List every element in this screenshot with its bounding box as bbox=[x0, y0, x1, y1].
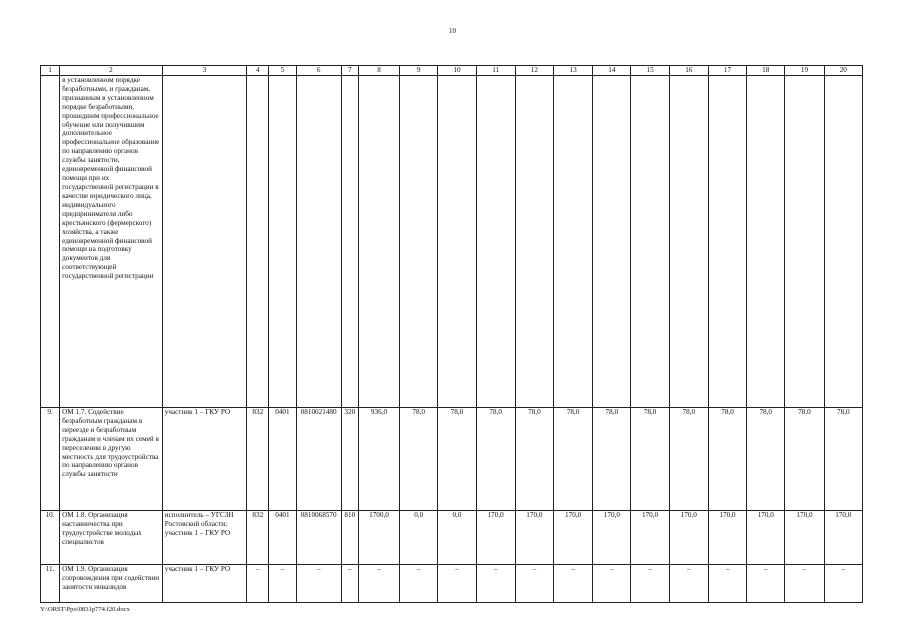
table-row bbox=[41, 75, 863, 407]
year-amount: 78,0 bbox=[593, 407, 631, 510]
expense-type-code bbox=[341, 75, 358, 407]
year-amount: 78,0 bbox=[400, 407, 438, 510]
year-amount bbox=[593, 75, 631, 407]
target-article-code bbox=[296, 75, 341, 407]
year-amount: – bbox=[708, 564, 746, 602]
year-amount bbox=[708, 75, 746, 407]
target-article-code: – bbox=[296, 564, 341, 602]
total-amount: 1700,0 bbox=[358, 510, 399, 564]
year-amount: 170,0 bbox=[824, 510, 862, 564]
year-amount: – bbox=[747, 564, 785, 602]
year-amount bbox=[824, 75, 862, 407]
target-article-code: 0810068570 bbox=[296, 510, 341, 564]
year-amount bbox=[554, 75, 593, 407]
budget-table bbox=[40, 65, 863, 603]
section-code: 0401 bbox=[269, 407, 296, 510]
column-header: 16 bbox=[669, 66, 708, 76]
total-amount bbox=[358, 75, 399, 407]
executor: участник 1 – ГКУ РО bbox=[162, 564, 247, 602]
year-amount bbox=[631, 75, 669, 407]
year-amount: – bbox=[554, 564, 593, 602]
measure-name: ОМ 1.9. Организация сопровождения при содействии занятости инвалидов bbox=[60, 564, 163, 602]
column-header: 19 bbox=[785, 66, 824, 76]
year-amount: 170,0 bbox=[554, 510, 593, 564]
expense-type-code: – bbox=[341, 564, 358, 602]
year-amount bbox=[400, 75, 438, 407]
column-header: 5 bbox=[269, 66, 296, 76]
grbs-code: – bbox=[247, 564, 269, 602]
grbs-code: 832 bbox=[247, 510, 269, 564]
column-header: 10 bbox=[438, 66, 476, 76]
total-amount: – bbox=[358, 564, 399, 602]
column-header: 17 bbox=[708, 66, 746, 76]
row-number: 10. bbox=[41, 510, 60, 564]
row-number bbox=[41, 75, 60, 407]
table-row bbox=[41, 510, 863, 564]
row-number: 11. bbox=[41, 564, 60, 602]
year-amount: 78,0 bbox=[476, 407, 515, 510]
table-row bbox=[41, 564, 863, 602]
column-header: 7 bbox=[341, 66, 358, 76]
table-row bbox=[41, 407, 863, 510]
section-code: 0401 bbox=[269, 510, 296, 564]
year-amount: 170,0 bbox=[708, 510, 746, 564]
year-amount: 170,0 bbox=[669, 510, 708, 564]
year-amount: – bbox=[515, 564, 553, 602]
year-amount: 78,0 bbox=[669, 407, 708, 510]
year-amount: 78,0 bbox=[631, 407, 669, 510]
row-number: 9. bbox=[41, 407, 60, 510]
year-amount: – bbox=[824, 564, 862, 602]
column-header: 13 bbox=[554, 66, 593, 76]
year-amount: – bbox=[593, 564, 631, 602]
grbs-code bbox=[247, 75, 269, 407]
year-amount: 170,0 bbox=[631, 510, 669, 564]
year-amount: 170,0 bbox=[515, 510, 553, 564]
column-header: 3 bbox=[162, 66, 247, 76]
year-amount: – bbox=[476, 564, 515, 602]
year-amount: 78,0 bbox=[785, 407, 824, 510]
target-article-code: 0810021480 bbox=[296, 407, 341, 510]
document-file-path: Y:\ORST\Ppo\0831p774.f20.docx bbox=[40, 606, 130, 613]
column-header: 1 bbox=[41, 66, 60, 76]
year-amount: – bbox=[400, 564, 438, 602]
column-header: 2 bbox=[60, 66, 163, 76]
column-header: 20 bbox=[824, 66, 862, 76]
column-header: 18 bbox=[747, 66, 785, 76]
year-amount: – bbox=[669, 564, 708, 602]
column-header: 14 bbox=[593, 66, 631, 76]
year-amount: 0,0 bbox=[400, 510, 438, 564]
year-amount: 170,0 bbox=[476, 510, 515, 564]
column-header: 6 bbox=[296, 66, 341, 76]
section-code bbox=[269, 75, 296, 407]
measure-name: в установленном порядке безработными, и гражданам, признанным в установленном порядке безработными, прошедшим профессиональное обучение или получившим дополнительное профессиональное образование по направлению органов службы занятости, единовременной финансовой помощи при их государственной регистрации в качестве юридического лица, индивидуального предпринимателя либо крестьянского (фермерского) хозяйства, а также единовременной финансовой помощи на подготовку документов для соответствующей государственной регистрации bbox=[60, 75, 163, 407]
year-amount: – bbox=[438, 564, 476, 602]
year-amount: 78,0 bbox=[515, 407, 553, 510]
year-amount bbox=[747, 75, 785, 407]
year-amount: 78,0 bbox=[824, 407, 862, 510]
executor bbox=[162, 75, 247, 407]
year-amount bbox=[515, 75, 553, 407]
grbs-code: 832 bbox=[247, 407, 269, 510]
measure-name: ОМ 1.8. Организация наставничества при трудоустройстве молодых специалистов bbox=[60, 510, 163, 564]
year-amount: 78,0 bbox=[708, 407, 746, 510]
year-amount bbox=[438, 75, 476, 407]
year-amount bbox=[669, 75, 708, 407]
year-amount: 78,0 bbox=[438, 407, 476, 510]
year-amount: 170,0 bbox=[747, 510, 785, 564]
table-header-row bbox=[41, 66, 863, 76]
column-header: 11 bbox=[476, 66, 515, 76]
year-amount: 170,0 bbox=[785, 510, 824, 564]
page-number: 10 bbox=[449, 27, 456, 35]
year-amount: 78,0 bbox=[554, 407, 593, 510]
year-amount: 0,0 bbox=[438, 510, 476, 564]
year-amount: 170,0 bbox=[593, 510, 631, 564]
column-header: 9 bbox=[400, 66, 438, 76]
measure-name: ОМ 1.7. Содействие безработным гражданам в переезде и безработным гражданам и членам их семей в переселении в другую местность для трудоустройства по направлению органов службы занятости bbox=[60, 407, 163, 510]
column-header: 4 bbox=[247, 66, 269, 76]
expense-type-code: 320 bbox=[341, 407, 358, 510]
total-amount: 936,0 bbox=[358, 407, 399, 510]
section-code: – bbox=[269, 564, 296, 602]
executor: участник 1 – ГКУ РО bbox=[162, 407, 247, 510]
column-header: 15 bbox=[631, 66, 669, 76]
year-amount bbox=[785, 75, 824, 407]
executor: исполнитель – УГСЗН Ростовской области; участник 1 – ГКУ РО bbox=[162, 510, 247, 564]
year-amount bbox=[476, 75, 515, 407]
year-amount: – bbox=[631, 564, 669, 602]
column-header: 8 bbox=[358, 66, 399, 76]
year-amount: 78,0 bbox=[747, 407, 785, 510]
column-header: 12 bbox=[515, 66, 553, 76]
expense-type-code: 810 bbox=[341, 510, 358, 564]
year-amount: – bbox=[785, 564, 824, 602]
